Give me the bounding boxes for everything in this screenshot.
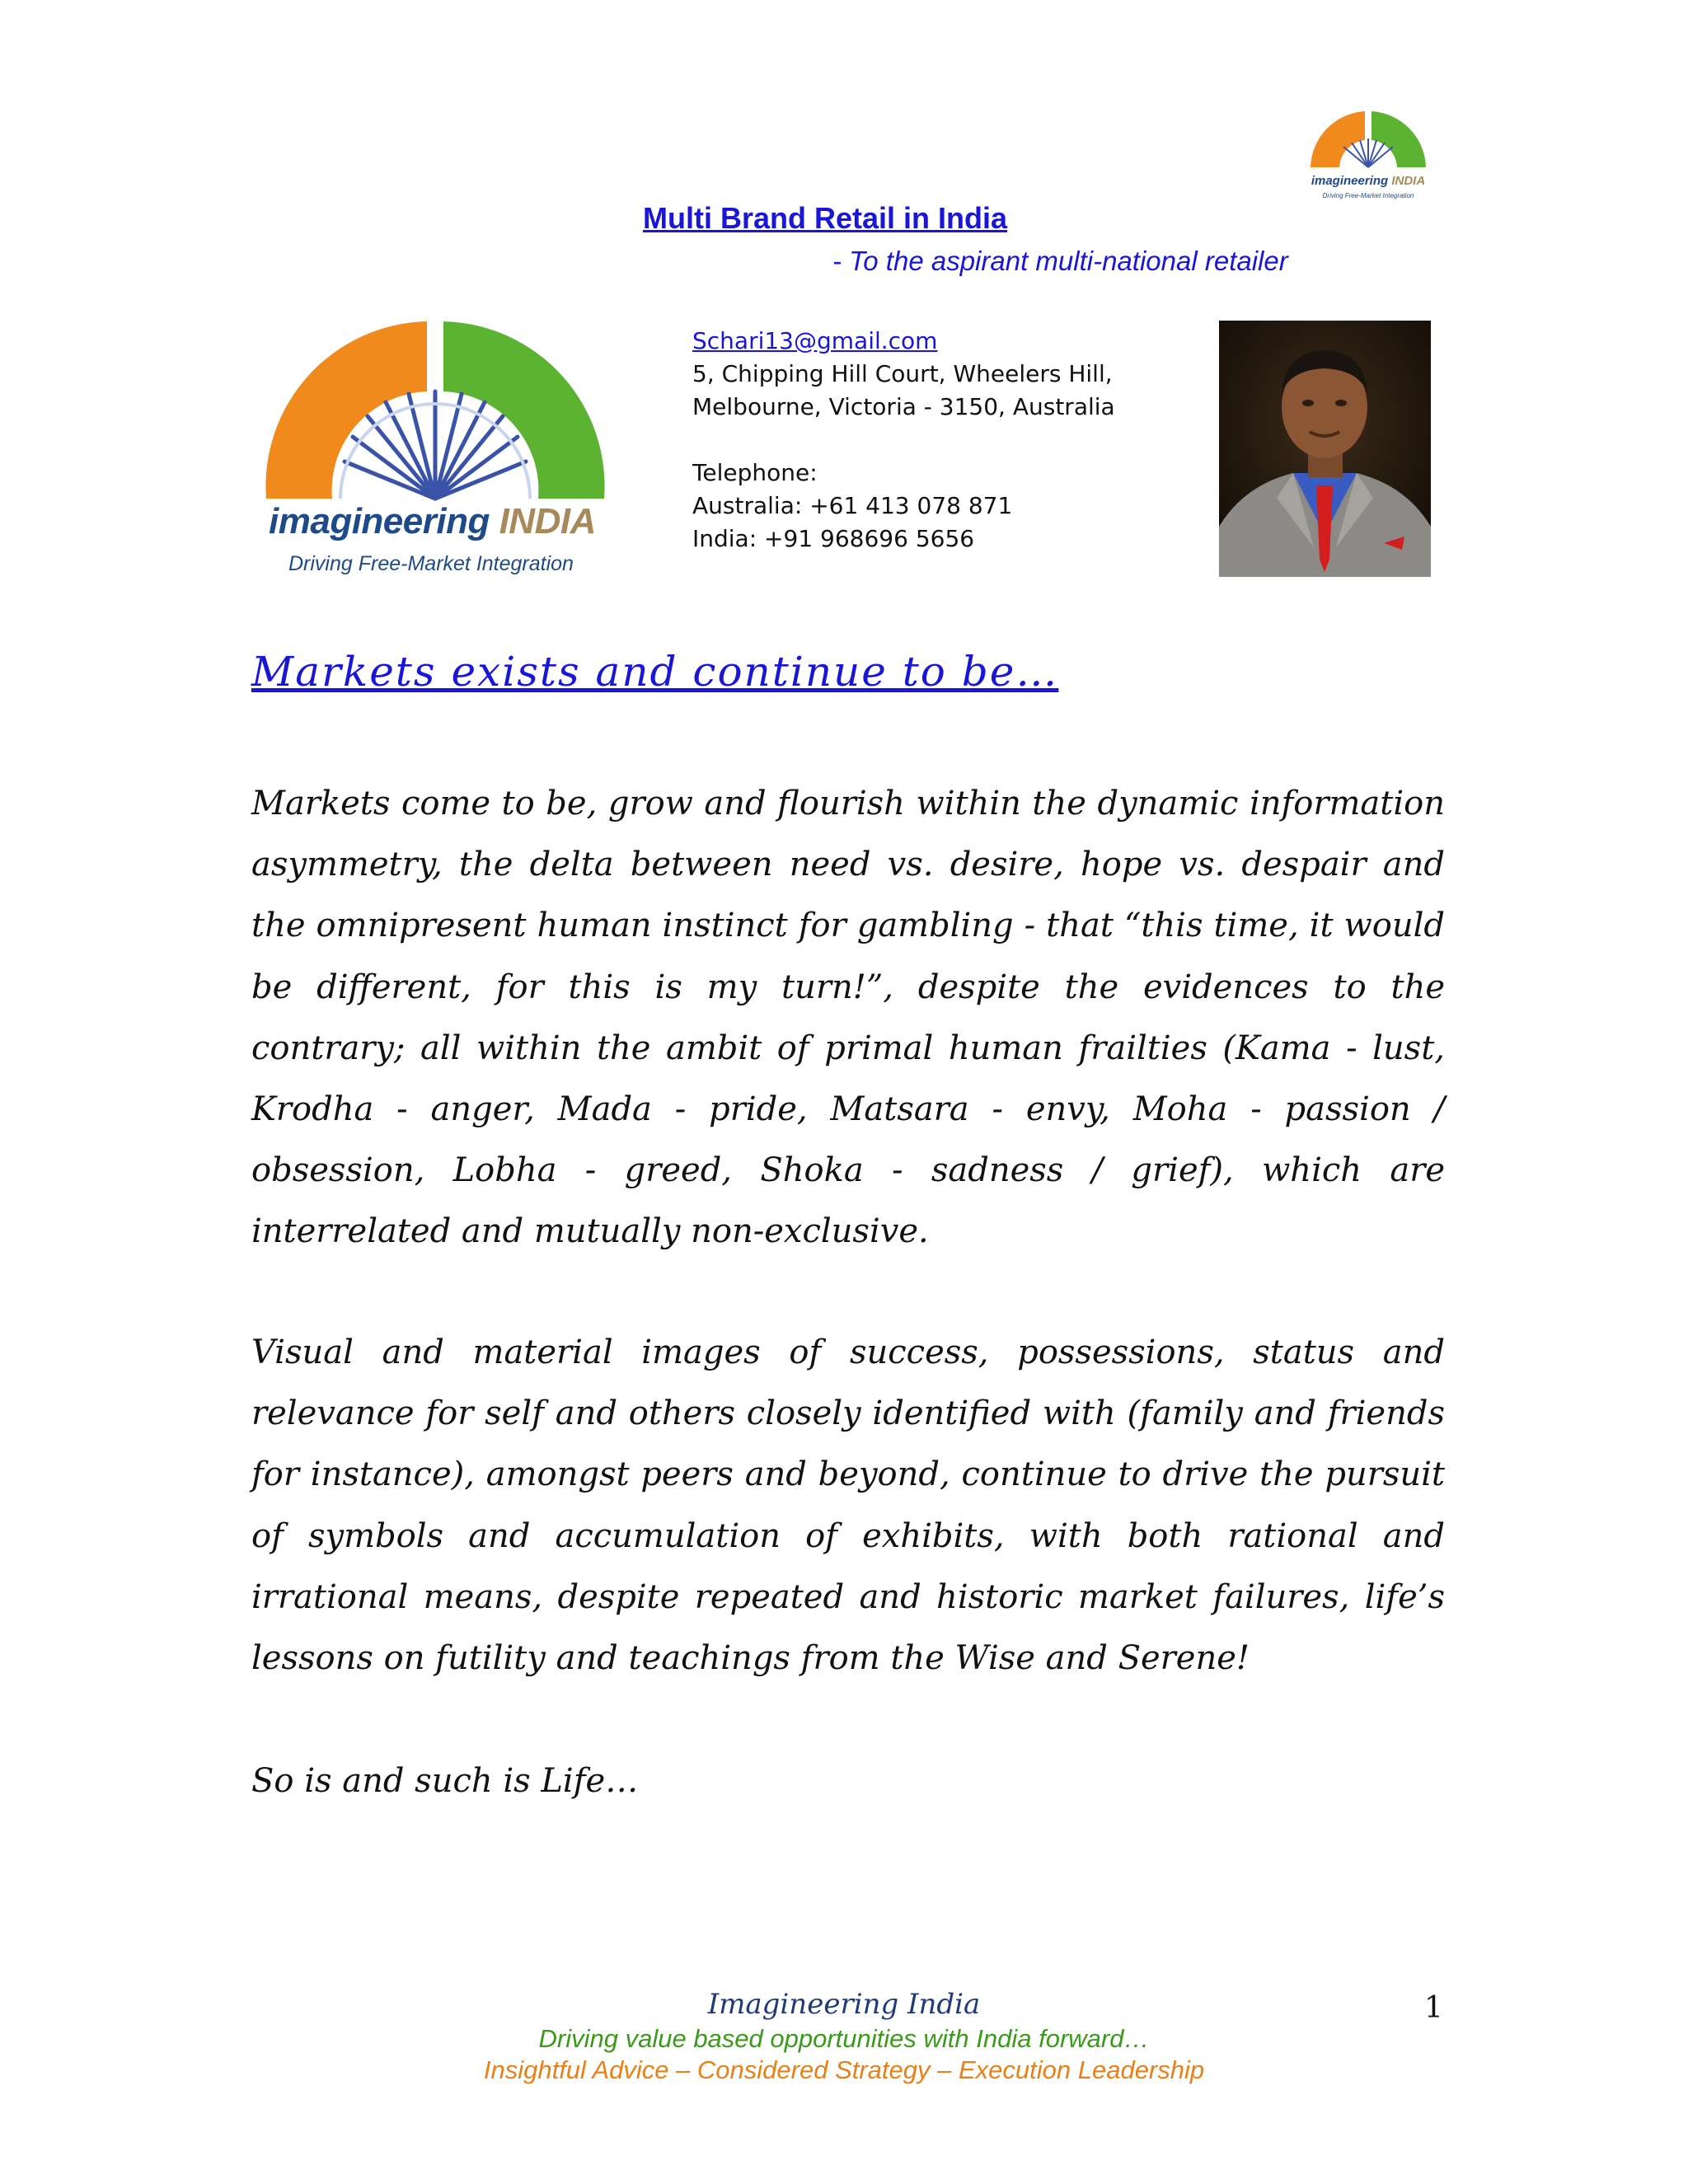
telephone-label: Telephone: <box>692 459 818 486</box>
page-number: 1 <box>1424 1991 1443 2025</box>
svg-text:Driving Free-Market Integratio: Driving Free-Market Integration <box>1322 192 1414 199</box>
footer-tagline: Driving value based opportunities with India forward… <box>538 2024 1150 2053</box>
contact-block <box>692 325 1115 555</box>
document-title: Multi Brand Retail in India <box>643 201 1008 235</box>
logo-word-accent: INDIA <box>499 501 596 541</box>
author-portrait <box>1219 321 1431 577</box>
portrait-image <box>1219 321 1431 577</box>
address-line-1: 5, Chipping Hill Court, Wheelers Hill, <box>692 360 1113 387</box>
logo-wordmark <box>269 501 596 542</box>
footer-services: Insightful Advice – Considered Strategy – Execution Leadership <box>483 2055 1205 2084</box>
logo-word-main: imagineering <box>269 501 490 541</box>
logo-emblem <box>262 313 608 527</box>
phone-australia: Australia: +61 413 078 871 <box>692 492 1013 519</box>
small-logo <box>1294 97 1442 204</box>
svg-text:imagineering INDIA: imagineering INDIA <box>1311 174 1426 188</box>
company-logo <box>262 313 608 585</box>
logo-tagline: Driving Free-Market Integration <box>288 552 574 575</box>
section-heading: Markets exists and continue to be… <box>251 648 1059 696</box>
email-link[interactable]: Schari13@gmail.com <box>692 327 938 354</box>
footer-company-name: Imagineering India <box>707 1988 981 2021</box>
paragraph-1: Markets come to be, grow and flourish within the dynamic information asymmetry, the delta between need vs. desire, hope vs. despair and the omnipresent human instinct for gambling - that “this time, it would be different, for this is my turn!”, despite the evidences to the contrary; all within the ambit of primal human frailties (Kama - lust, Krodha - anger, Mada - pride, Matsara - envy, Moha - passion / obsession, Lobha - greed, Shoka - sadness / grief), which are interrelated and mutually non-exclusive. <box>251 785 1445 1251</box>
paragraph-3: So is and such is Life… <box>251 1762 639 1800</box>
spacer <box>692 424 1115 457</box>
paragraph-2: Visual and material images of success, possessions, status and relevance for self and others closely identified with (family and friends for instance), amongst peers and beyond, continue to drive the pursuit of symbols and accumulation of exhibits, with both rational and irrational means, despite repeated and historic market failures, life’s lessons on futility and teachings from the Wise and Serene! <box>251 1333 1445 1678</box>
phone-india: India: +91 968696 5656 <box>692 525 975 552</box>
address-line-2: Melbourne, Victoria - 3150, Australia <box>692 393 1115 420</box>
document-subtitle: - To the aspirant multi-national retailer <box>832 246 1288 276</box>
small-logo-graphic <box>1294 97 1442 204</box>
